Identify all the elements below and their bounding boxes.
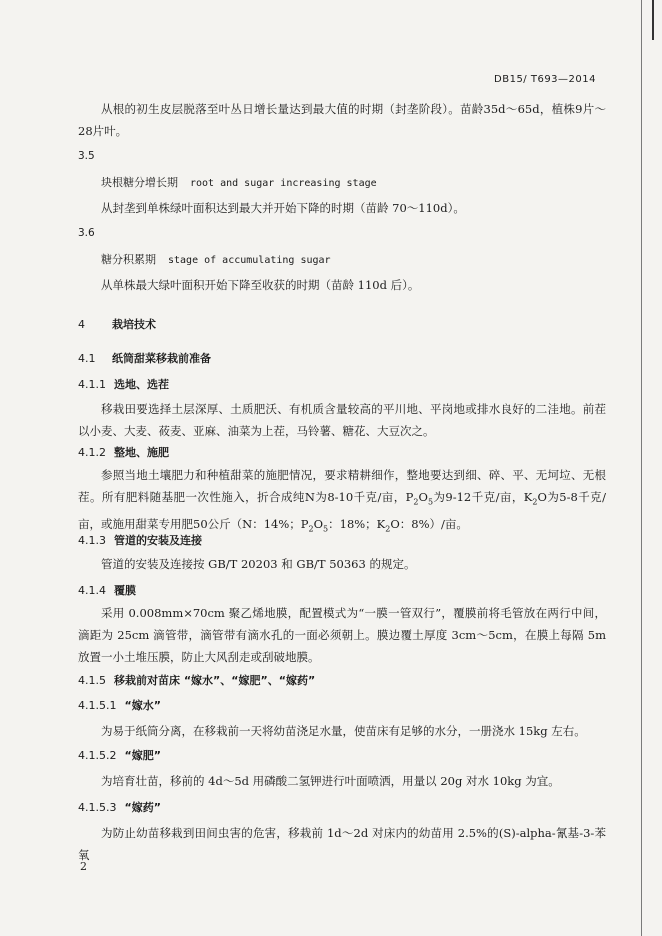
section-4-1-4-heading: 4.1.4 覆膜 (78, 584, 136, 597)
section-4-1-1-heading: 4.1.1 选地、选茬 (78, 378, 169, 391)
page-number: 2 (80, 860, 87, 873)
section-4-1-1-paragraph: 移栽田要选择土层深厚、土质肥沃、有机质含量较高的平川地、平岗地或排水良好的二洼地。前茬以小麦、大麦、莜麦、亚麻、油菜为上茬，马铃薯、糖花、大豆次之。 (78, 402, 606, 438)
page-edge-mark (652, 0, 654, 40)
section-4-1-4-paragraph: 采用 0.008mm×70cm 聚乙烯地膜，配置模式为“一膜一管双行”，覆膜前将毛管放在两行中间，滴距为 25cm 滴管带，滴管带有滴水孔的一面必须朝上。膜边覆土厚度 3cm～5cm，在膜上每隔 5m 放置一小土堆压膜，防止大风刮走或刮破地膜。 (78, 606, 606, 664)
section-3-6-number: 3.6 (78, 227, 95, 239)
term-cn: 块根糖分增长期 (101, 176, 178, 189)
section-4-1-5-3-heading: 4.1.5.3 “嫁药” (78, 801, 161, 814)
section-4-1-5-2-heading: 4.1.5.2 “嫁肥” (78, 749, 161, 762)
section-4-1-3-paragraph: 管道的安装及连接按 GB/T 20203 和 GB/T 50363 的规定。 (101, 557, 416, 571)
section-3-6-term (101, 251, 331, 267)
section-4-1-3-heading: 4.1.3 管道的安装及连接 (78, 534, 202, 547)
section-3-5-term (101, 174, 377, 190)
section-4-1-heading: 4.1 纸筒甜菜移栽前准备 (78, 352, 211, 365)
term-en: stage of accumulating sugar (168, 255, 331, 266)
document-id: DB15/ T693—2014 (494, 74, 596, 85)
section-4-1-5-1-paragraph: 为易于纸筒分离，在移栽前一天将幼苗浇足水量，使苗床有足够的水分，一册浇水 15kg 左右。 (101, 724, 586, 738)
section-4-1-5-heading: 4.1.5 移栽前对苗床 “嫁水”、“嫁肥”、“嫁药” (78, 674, 316, 687)
section-3-6-definition: 从单株最大绿叶面积开始下降至收获的时期（苗龄 110d 后）。 (101, 278, 420, 292)
section-4-1-2-paragraph: 参照当地土壤肥力和种植甜菜的施肥情况，要求精耕细作，整地要达到细、碎、平、无坷垃、无根茬。所有肥料随基肥一次性施入，折合成纯N为8-10千克/亩，$P_2O_5$为9-12千克/亩，$K_2O$为5-8千克/亩，或施用甜菜专用肥50公斤（N：14%；$P_2O_5$：18%；$K_2O$：8%）/亩。 (78, 468, 606, 534)
page-edge-line (641, 0, 642, 936)
section-4-1-2-heading: 4.1.2 整地、施肥 (78, 446, 169, 459)
section-3-5-definition: 从封垄到单株绿叶面积达到最大并开始下降的时期（苗龄 70～110d）。 (101, 201, 465, 215)
section-4-1-5-2-paragraph: 为培育壮苗，移前的 4d～5d 用磷酸二氢钾进行叶面喷洒，用量以 20g 对水 10kg 为宜。 (101, 774, 560, 788)
term-en: root and sugar increasing stage (190, 178, 377, 189)
term-cn: 糖分积累期 (101, 253, 156, 266)
section-4-1-5-1-heading: 4.1.5.1 “嫁水” (78, 699, 161, 712)
section-4-1-5-3-paragraph: 为防止幼苗移栽到田间虫害的危害，移栽前 1d～2d 对床内的幼苗用 2.5%的(S)-alpha-氰基-3-苯氧 (78, 826, 606, 862)
section-3-5-number: 3.5 (78, 150, 95, 162)
intro-paragraph: 从根的初生皮层脱落至叶丛日增长量达到最大值的时期（封垄阶段）。苗龄35d～65d，植株9片～28片叶。 (78, 102, 606, 138)
section-4-heading: 4 栽培技术 (78, 318, 156, 331)
